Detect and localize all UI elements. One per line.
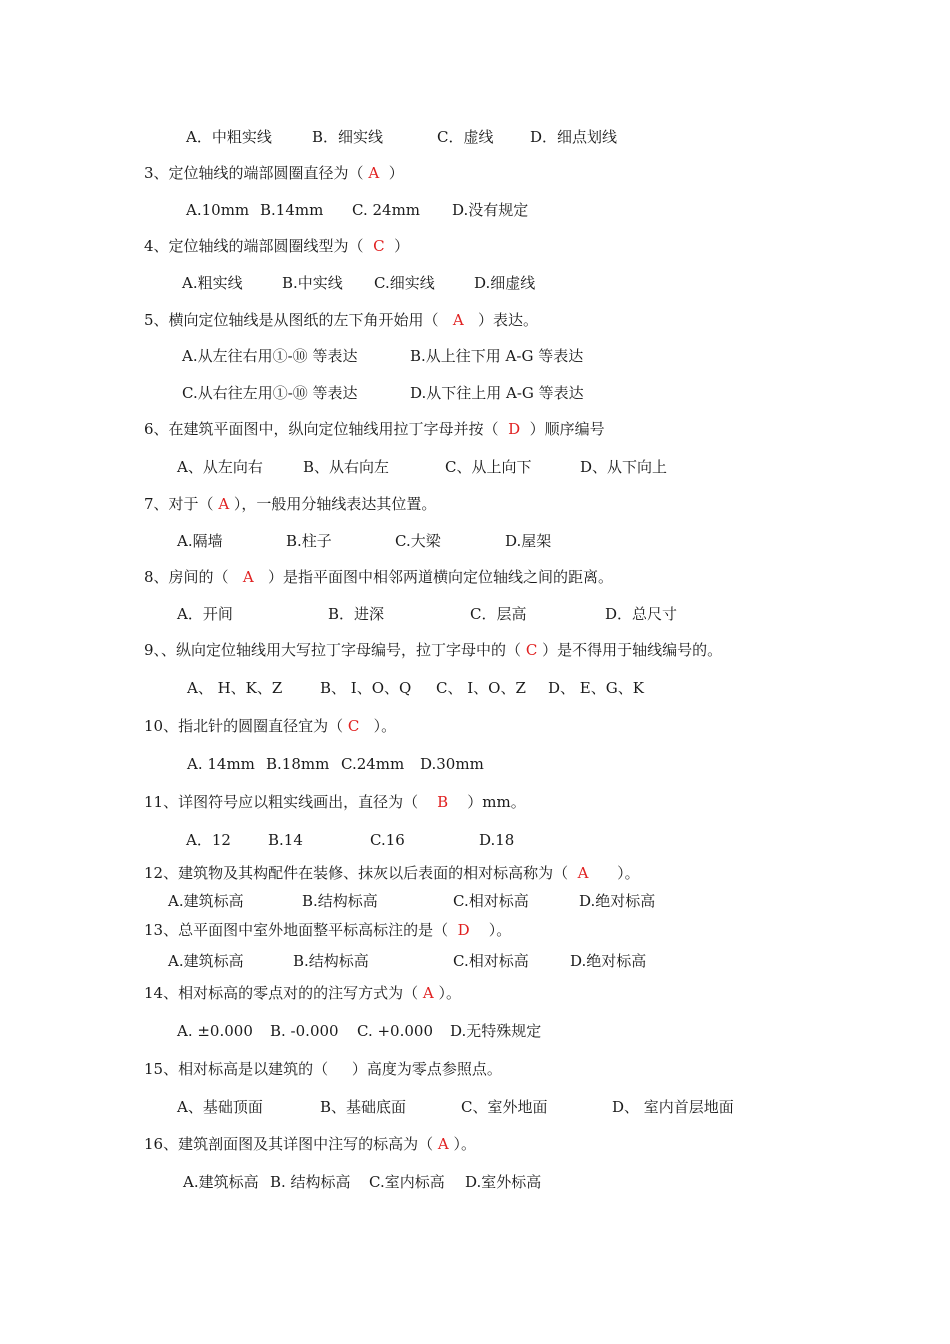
answer-mark: C [347, 717, 360, 735]
question-text: 6、在建筑平面图中，纵向定位轴线用拉丁字母并按（ [144, 420, 509, 438]
question-line [144, 640, 722, 660]
answer-option: B.结构标高 [293, 952, 369, 970]
answer-option: D.绝对标高 [570, 952, 647, 970]
answer-option: B．细实线 [312, 128, 384, 146]
question-text-end: ）。 [359, 717, 397, 735]
answer-option: C、从上向下 [445, 458, 532, 476]
answer-option: A.建筑标高 [183, 1173, 259, 1191]
question-text: 14、相对标高的零点对的的注写方式为（ [144, 984, 423, 1002]
question-line [144, 310, 538, 330]
answer-option: B.从上往下用 A-G 等表达 [410, 347, 584, 365]
answer-mark: A [218, 495, 230, 513]
question-text: 9、、纵向定位轴线用大写拉丁字母编号，拉丁字母中的（ [144, 641, 526, 659]
answer-option: B.柱子 [286, 532, 332, 550]
answer-mark: D [508, 420, 521, 438]
question-text-end: ）表达。 [463, 311, 539, 329]
answer-option: D.18 [479, 831, 515, 849]
answer-option: D．总尺寸 [605, 605, 678, 623]
answer-option: A.10mm [186, 201, 250, 219]
answer-option: A、从左向右 [177, 458, 263, 476]
answer-option: D、 室内首层地面 [612, 1098, 734, 1116]
question-text-end: ） [384, 237, 410, 255]
question-text: 3、定位轴线的端部圆圈直径为（ [144, 164, 369, 182]
question-line [144, 863, 640, 883]
question-text: 12、建筑物及其构配件在装修、抹灰以后表面的相对标高称为（ [144, 864, 578, 882]
answer-option: D.细虚线 [474, 274, 536, 292]
answer-option: A．12 [186, 831, 231, 849]
answer-option: D、 E、G、K [548, 679, 644, 697]
answer-option: C.24mm [341, 755, 405, 773]
question-line [144, 920, 511, 940]
question-text-end: ） [379, 164, 404, 182]
answer-option: C.大梁 [395, 532, 441, 550]
answer-mark: A [452, 311, 464, 329]
question-text: 4、定位轴线的端部圆圈线型为（ [144, 237, 374, 255]
answer-option: B.结构标高 [302, 892, 378, 910]
question-text-end: ）顺序编号 [520, 420, 605, 438]
answer-mark: A [242, 568, 254, 586]
question-text-end: ）是指平面图中相邻两道横向定位轴线之间的距离。 [253, 568, 614, 586]
answer-mark: C [373, 237, 385, 255]
question-text-end: ），一般用分轴线表达其位置。 [229, 495, 437, 513]
question-text: 11、详图符号应以粗实线画出，直径为（ [144, 793, 438, 811]
question-text: 8、房间的（ [144, 568, 243, 586]
question-line [144, 1059, 502, 1079]
answer-mark: D [457, 921, 470, 939]
answer-option: D.无特殊规定 [450, 1022, 542, 1040]
answer-mark: C [525, 641, 538, 659]
answer-option: C.16 [370, 831, 405, 849]
answer-option: C. 24mm [352, 201, 421, 219]
question-text: 15、相对标高是以建筑的（ ）高度为零点参照点。 [144, 1060, 502, 1078]
question-text: 5、横向定位轴线是从图纸的左下角开始用（ [144, 311, 453, 329]
question-text-end: ）mm。 [448, 793, 526, 811]
answer-option: D.室外标高 [465, 1173, 542, 1191]
answer-option: D、从下向上 [580, 458, 668, 476]
answer-option: B.14 [268, 831, 303, 849]
answer-mark: B [437, 793, 449, 811]
question-text-end: ）。 [448, 1135, 476, 1153]
answer-option: A．中粗实线 [186, 128, 272, 146]
answer-option: C．层高 [470, 605, 527, 623]
answer-option: D.从下往上用 A-G 等表达 [410, 384, 584, 402]
question-text-end: ）。 [588, 864, 640, 882]
answer-option: A．开间 [177, 605, 233, 623]
answer-option: B、 I、O、Q [320, 679, 412, 697]
answer-option: D.屋架 [505, 532, 552, 550]
answer-option: D.30mm [420, 755, 484, 773]
question-text-end: ）。 [433, 984, 461, 1002]
answer-mark: A [368, 164, 380, 182]
answer-option: B. -0.000 [270, 1022, 339, 1040]
question-line [144, 494, 436, 514]
answer-option: A.建筑标高 [168, 952, 244, 970]
question-line [144, 716, 396, 736]
question-text: 16、建筑剖面图及其详图中注写的标高为（ [144, 1135, 438, 1153]
question-text-end: ）。 [469, 921, 512, 939]
question-line [144, 792, 526, 812]
answer-option: B．进深 [328, 605, 385, 623]
answer-mark: A [422, 984, 434, 1002]
answer-option: C.细实线 [374, 274, 435, 292]
answer-option: B.14mm [260, 201, 324, 219]
answer-option: A.隔墙 [177, 532, 223, 550]
answer-option: A.从左往右用①-⑩ 等表达 [182, 347, 358, 365]
question-line [144, 163, 404, 183]
question-line [144, 419, 605, 439]
answer-option: C.从右往左用①-⑩ 等表达 [182, 384, 358, 402]
answer-option: D.绝对标高 [579, 892, 656, 910]
question-text-end: ）是不得用于轴线编号的。 [537, 641, 723, 659]
answer-mark: A [577, 864, 589, 882]
answer-option: D.没有规定 [452, 201, 529, 219]
answer-mark: A [437, 1135, 449, 1153]
answer-option: C.相对标高 [453, 892, 529, 910]
question-line [144, 1134, 476, 1154]
answer-option: B、从右向左 [303, 458, 390, 476]
answer-option: A. 14mm [187, 755, 255, 773]
question-text: 7、对于（ [144, 495, 219, 513]
answer-option: A.建筑标高 [168, 892, 244, 910]
answer-option: A. ±0.000 [177, 1022, 253, 1040]
answer-option: A.粗实线 [182, 274, 243, 292]
question-line [144, 567, 613, 587]
answer-option: C、 I、O、Z [436, 679, 526, 697]
answer-option: B.中实线 [282, 274, 343, 292]
answer-option: C. +0.000 [357, 1022, 433, 1040]
answer-option: B. 结构标高 [270, 1173, 351, 1191]
answer-option: C．虚线 [437, 128, 494, 146]
question-line [144, 236, 409, 256]
answer-option: B、基础底面 [320, 1098, 407, 1116]
answer-option: D．细点划线 [530, 128, 618, 146]
answer-option: A、 H、K、Z [187, 679, 283, 697]
question-text: 10、指北针的圆圈直径宜为（ [144, 717, 348, 735]
answer-option: C、室外地面 [461, 1098, 548, 1116]
answer-option: B.18mm [266, 755, 330, 773]
question-text: 13、总平面图中室外地面整平标高标注的是（ [144, 921, 458, 939]
answer-option: A、基础顶面 [177, 1098, 263, 1116]
question-line [144, 983, 461, 1003]
answer-option: C.室内标高 [369, 1173, 445, 1191]
answer-option: C.相对标高 [453, 952, 529, 970]
